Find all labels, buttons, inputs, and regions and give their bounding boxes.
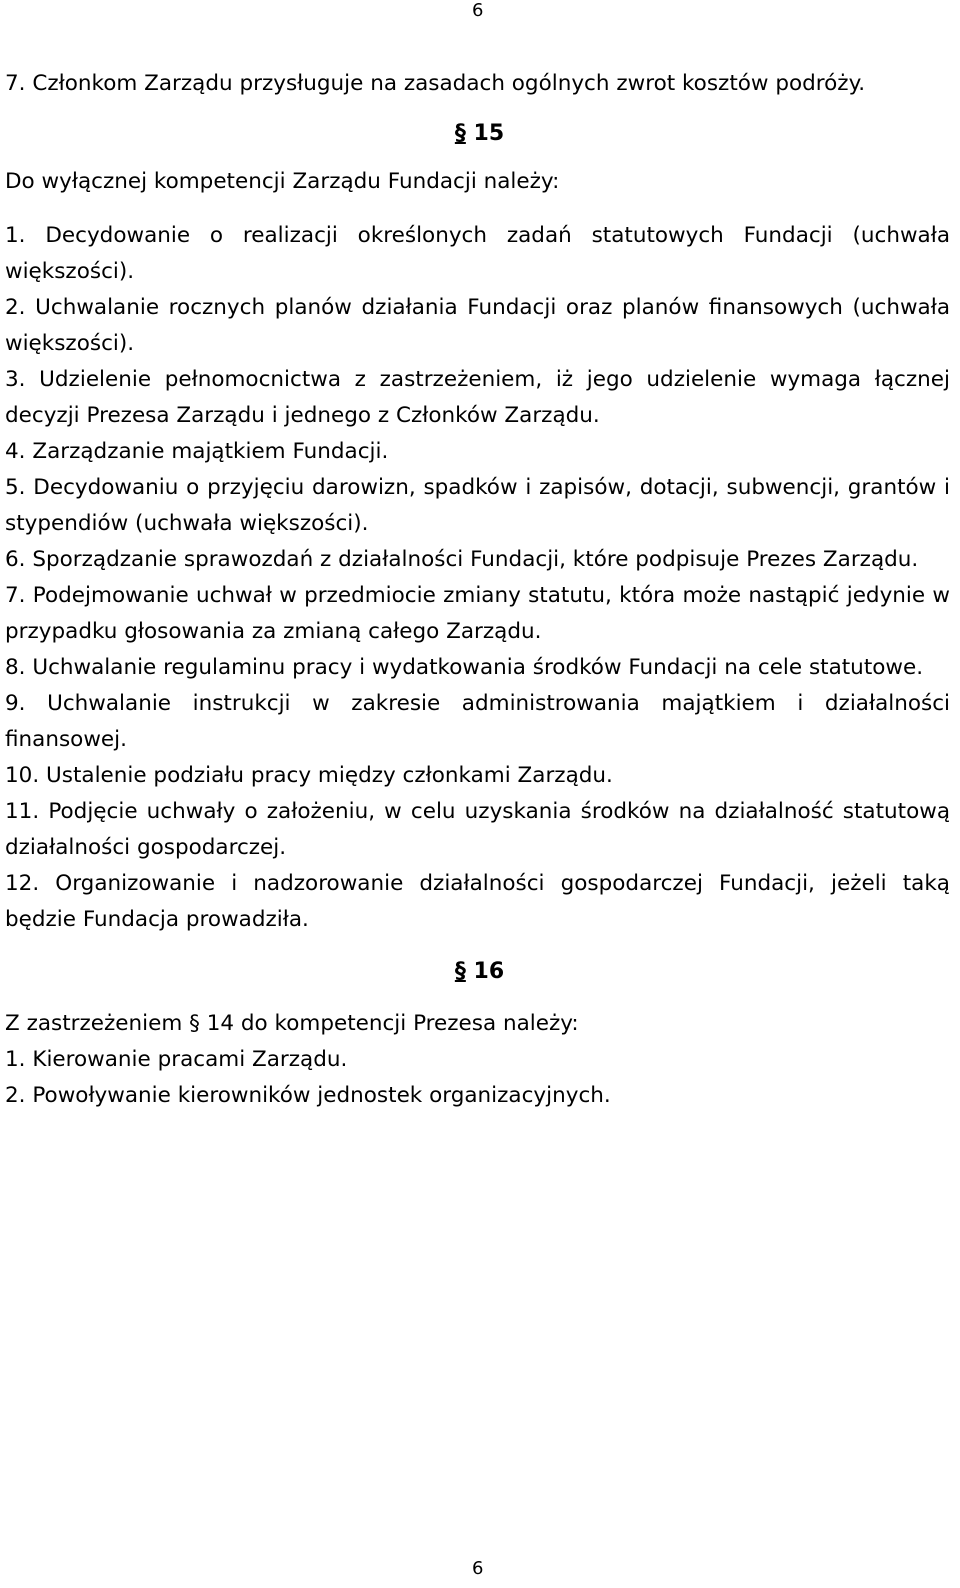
- section-16-heading: [5, 954, 950, 990]
- list-item: 11. Podjęcie uchwały o założeniu, w celu uzyskania środków na działalność statutową działalności gospodarczej.: [5, 799, 950, 860]
- list-item: 1. Kierowanie pracami Zarządu.: [5, 1047, 348, 1072]
- section-number: 15: [473, 121, 505, 146]
- list-item: 4. Zarządzanie majątkiem Fundacji.: [5, 439, 389, 464]
- section-sign: §: [454, 959, 466, 984]
- section-16-lead: Z zastrzeżeniem § 14 do kompetencji Prezesa należy:: [5, 1011, 579, 1036]
- section-15-lead: Do wyłącznej kompetencji Zarządu Fundacji należy:: [5, 169, 560, 194]
- section-sign: §: [454, 121, 466, 146]
- intro-item: 7. Członkom Zarządu przysługuje na zasadach ogólnych zwrot kosztów podróży.: [5, 71, 866, 96]
- list-item: 6. Sporządzanie sprawozdań z działalności Fundacji, które podpisuje Prezes Zarządu.: [5, 547, 919, 572]
- list-item: 10. Ustalenie podziału pracy między członkami Zarządu.: [5, 763, 613, 788]
- list-item: 2. Uchwalanie rocznych planów działania Fundacji oraz planów finansowych (uchwała większości).: [5, 295, 950, 356]
- list-item: 7. Podejmowanie uchwał w przedmiocie zmiany statutu, która może nastąpić jedynie w przypadku głosowania za zmianą całego Zarządu.: [5, 583, 950, 644]
- list-item: 3. Udzielenie pełnomocnictwa z zastrzeżeniem, iż jego udzielenie wymaga łącznej decyzji Prezesa Zarządu i jednego z Członków Zarządu.: [5, 367, 950, 428]
- document-body: [5, 66, 950, 1114]
- list-item: 5. Decydowaniu o przyjęciu darowizn, spadków i zapisów, dotacji, subwencji, grantów i stypendiów (uchwała większości).: [5, 475, 950, 536]
- list-item: 2. Powoływanie kierowników jednostek organizacyjnych.: [5, 1083, 611, 1108]
- list-item: 1. Decydowanie o realizacji określonych zadań statutowych Fundacji (uchwała większości).: [5, 223, 950, 284]
- page-number-top: 6: [472, 0, 484, 21]
- section-15-heading: [5, 116, 950, 152]
- list-item: 8. Uchwalanie regulaminu pracy i wydatkowania środków Fundacji na cele statutowe.: [5, 655, 924, 680]
- page-number-bottom: 6: [472, 1558, 484, 1579]
- list-item: 12. Organizowanie i nadzorowanie działalności gospodarczej Fundacji, jeżeli taką będzie Fundacja prowadziła.: [5, 871, 950, 932]
- section-number: 16: [473, 959, 505, 984]
- list-item: 9. Uchwalanie instrukcji w zakresie administrowania majątkiem i działalności finansowej.: [5, 691, 950, 752]
